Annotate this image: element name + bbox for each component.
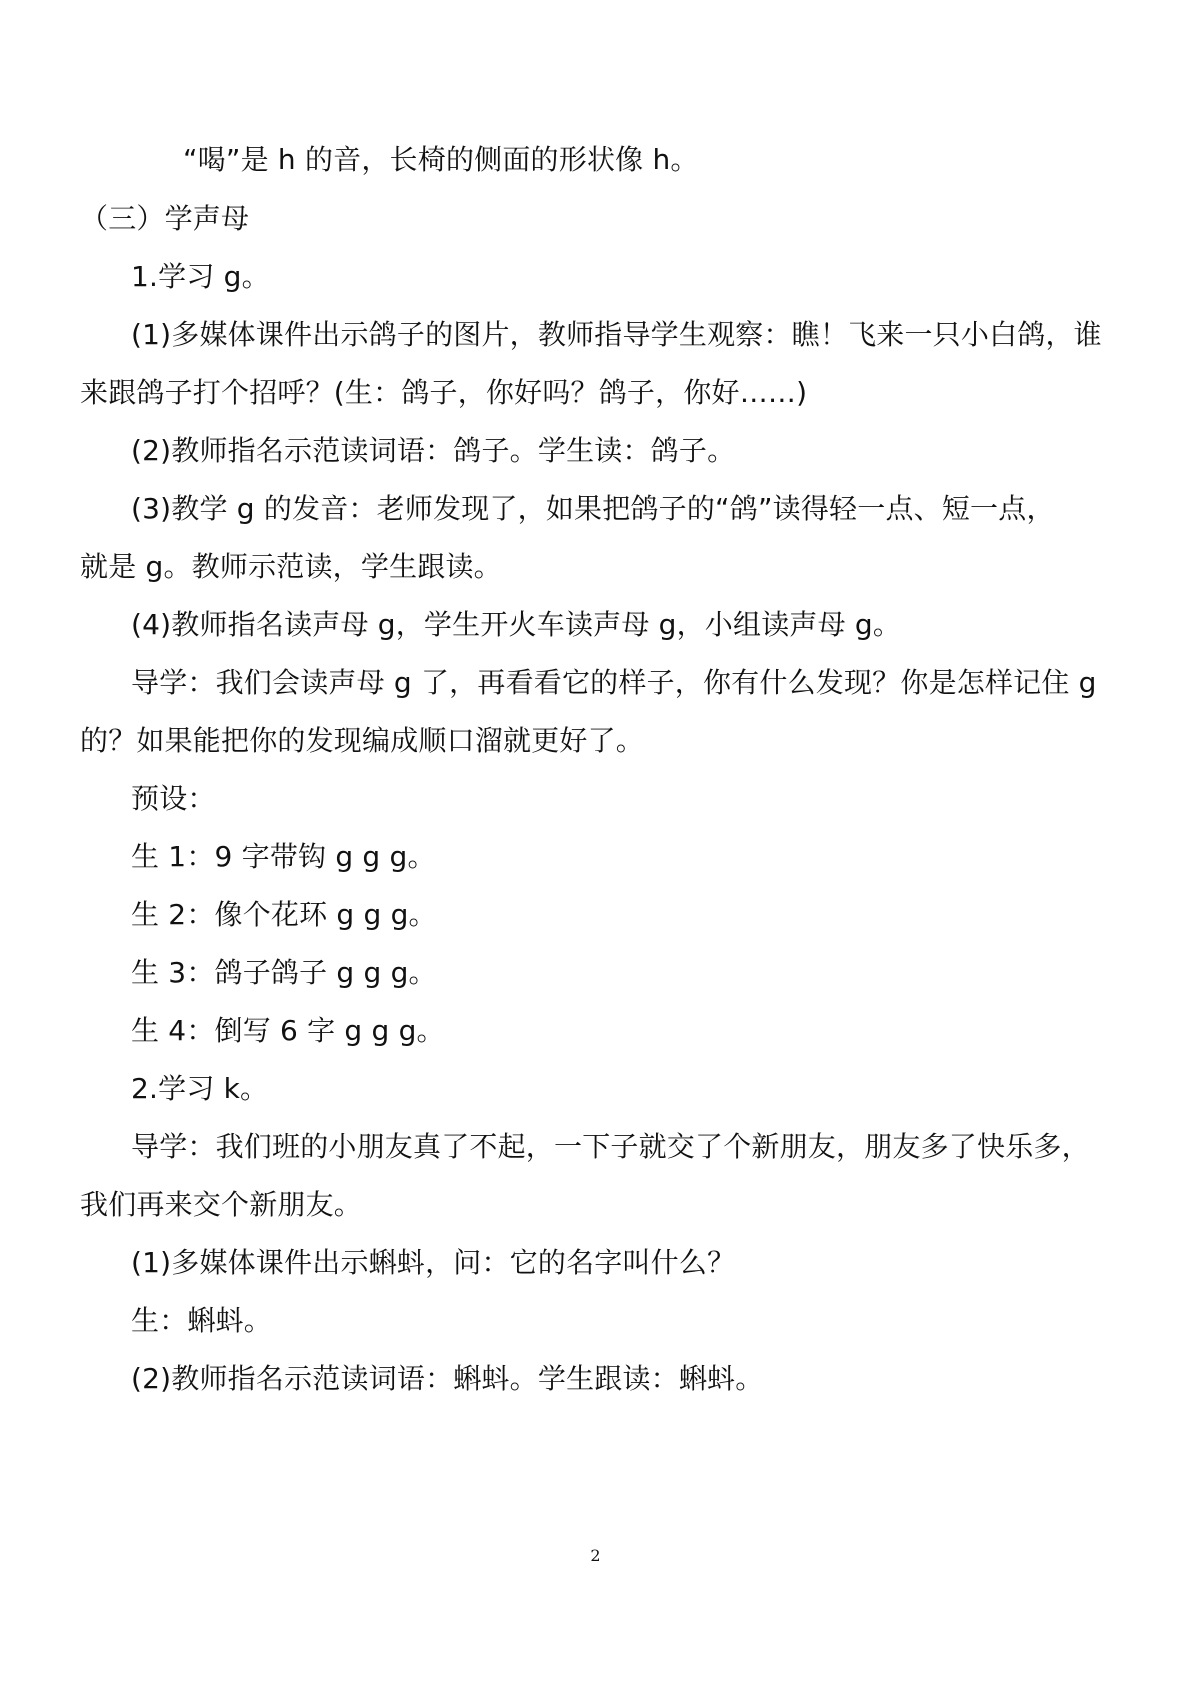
subsection-heading-g: 1.学习 g。 <box>131 260 270 293</box>
text-line-18: 导学：我们班的小朋友真了不起，一下子就交了个新朋友，朋友多了快乐多， <box>131 1130 1090 1163</box>
text-line-5: 来跟鸽子打个招呼？(生：鸽子，你好吗？鸽子，你好……) <box>80 376 808 409</box>
text-line-13: 生 1：9 字带钩 g g g。 <box>131 840 436 873</box>
text-line-1: “喝”是 h 的音，长椅的侧面的形状像 h。 <box>183 143 699 176</box>
text-line-10: 导学：我们会读声母 g 了，再看看它的样子，你有什么发现？你是怎样记住 g <box>131 666 1097 699</box>
text-line-16: 生 4：倒写 6 字 g g g。 <box>131 1014 445 1047</box>
text-line-20: (1)多媒体课件出示蝌蚪，问：它的名字叫什么？ <box>131 1246 736 1279</box>
text-line-9: (4)教师指名读声母 g，学生开火车读声母 g，小组读声母 g。 <box>131 608 902 641</box>
text-line-8: 就是 g。教师示范读，学生跟读。 <box>80 550 502 583</box>
text-line-11: 的？如果能把你的发现编成顺口溜就更好了。 <box>80 724 645 757</box>
text-line-22: (2)教师指名示范读词语：蝌蚪。学生跟读：蝌蚪。 <box>131 1362 764 1395</box>
text-line-6: (2)教师指名示范读词语：鸽子。学生读：鸽子。 <box>131 434 736 467</box>
text-line-7: (3)教学 g 的发音：老师发现了，如果把鸽子的“鸽”读得轻一点、短一点， <box>131 492 1055 525</box>
text-line-21: 生：蝌蚪。 <box>131 1304 273 1337</box>
text-line-14: 生 2：像个花环 g g g。 <box>131 898 437 931</box>
text-line-19: 我们再来交个新朋友。 <box>80 1188 363 1221</box>
subsection-heading-k: 2.学习 k。 <box>131 1072 269 1105</box>
page-number: 2 <box>590 1546 601 1565</box>
text-line-15: 生 3：鸽子鸽子 g g g。 <box>131 956 437 989</box>
text-line-4: (1)多媒体课件出示鸽子的图片，教师指导学生观察：瞧！飞来一只小白鸽，谁 <box>131 318 1102 351</box>
text-line-12: 预设： <box>131 782 216 815</box>
section-heading: （三）学声母 <box>80 202 250 235</box>
